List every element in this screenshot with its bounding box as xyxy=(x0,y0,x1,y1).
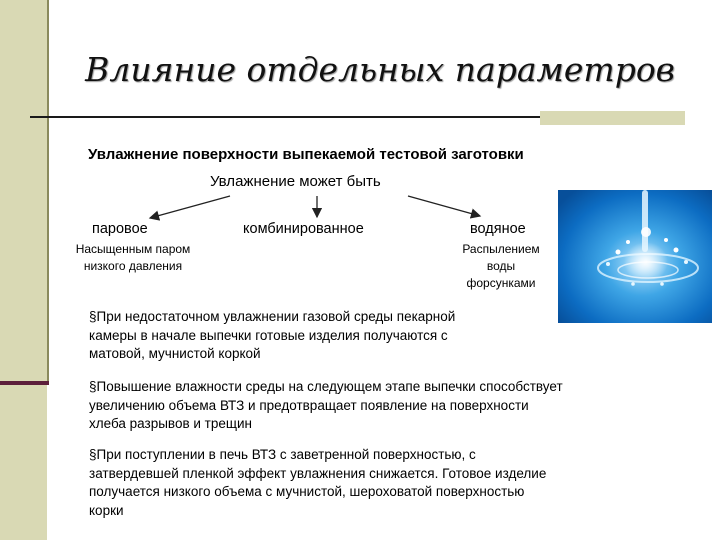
paragraph-line: получается низкого объема с мучнистой, шероховатой поверхностью xyxy=(89,484,525,499)
water-splash-icon xyxy=(558,190,712,323)
paragraph-line: корки xyxy=(89,502,124,518)
type-water: водяное xyxy=(470,221,526,237)
can-be-heading: Увлажнение может быть xyxy=(210,173,381,190)
paragraph-line: камеры в начале выпечки готовые изделия получаются с xyxy=(89,327,448,343)
arrow-left xyxy=(150,196,230,218)
paragraph-line: увеличению объема ВТЗ и предотвращает появление на поверхности xyxy=(89,397,529,413)
water-desc-line: форсунками xyxy=(466,276,536,290)
steam-desc-line: низкого давления xyxy=(83,259,183,273)
paragraph-line: хлеба разрывов и трещин xyxy=(89,416,252,431)
water-desc-line: воды xyxy=(486,259,516,273)
slide-subtitle: Увлажнение поверхности выпекаемой тестовой заготовки xyxy=(88,146,524,163)
type-combined: комбинированное xyxy=(243,221,364,237)
slide-title: Влияние отдельных параметров xyxy=(85,50,675,89)
arrow-right xyxy=(408,196,480,216)
paragraph-2 xyxy=(89,378,563,434)
steam-desc-line: Насыщенным паром xyxy=(75,242,191,256)
paragraph-3 xyxy=(89,446,546,520)
paragraph-line: §При поступлении в печь ВТЗ с заветренной поверхностью, с xyxy=(89,447,476,462)
paragraph-line: §Повышение влажности среды на следующем этапе выпечки способствует xyxy=(89,379,563,394)
paragraph-line: матовой, мучнистой коркой xyxy=(89,346,261,361)
paragraph-line: §При недостаточном увлажнении газовой среды пекарной xyxy=(89,309,456,324)
type-steam: паровое xyxy=(92,221,148,237)
water-desc xyxy=(446,241,556,292)
paragraph-line: затвердевшей пленкой эффект увлажнения снижается. Готовое изделие xyxy=(89,465,547,481)
water-desc-line: Распылением xyxy=(462,242,540,256)
paragraph-1 xyxy=(89,308,455,364)
steam-desc xyxy=(58,241,208,275)
